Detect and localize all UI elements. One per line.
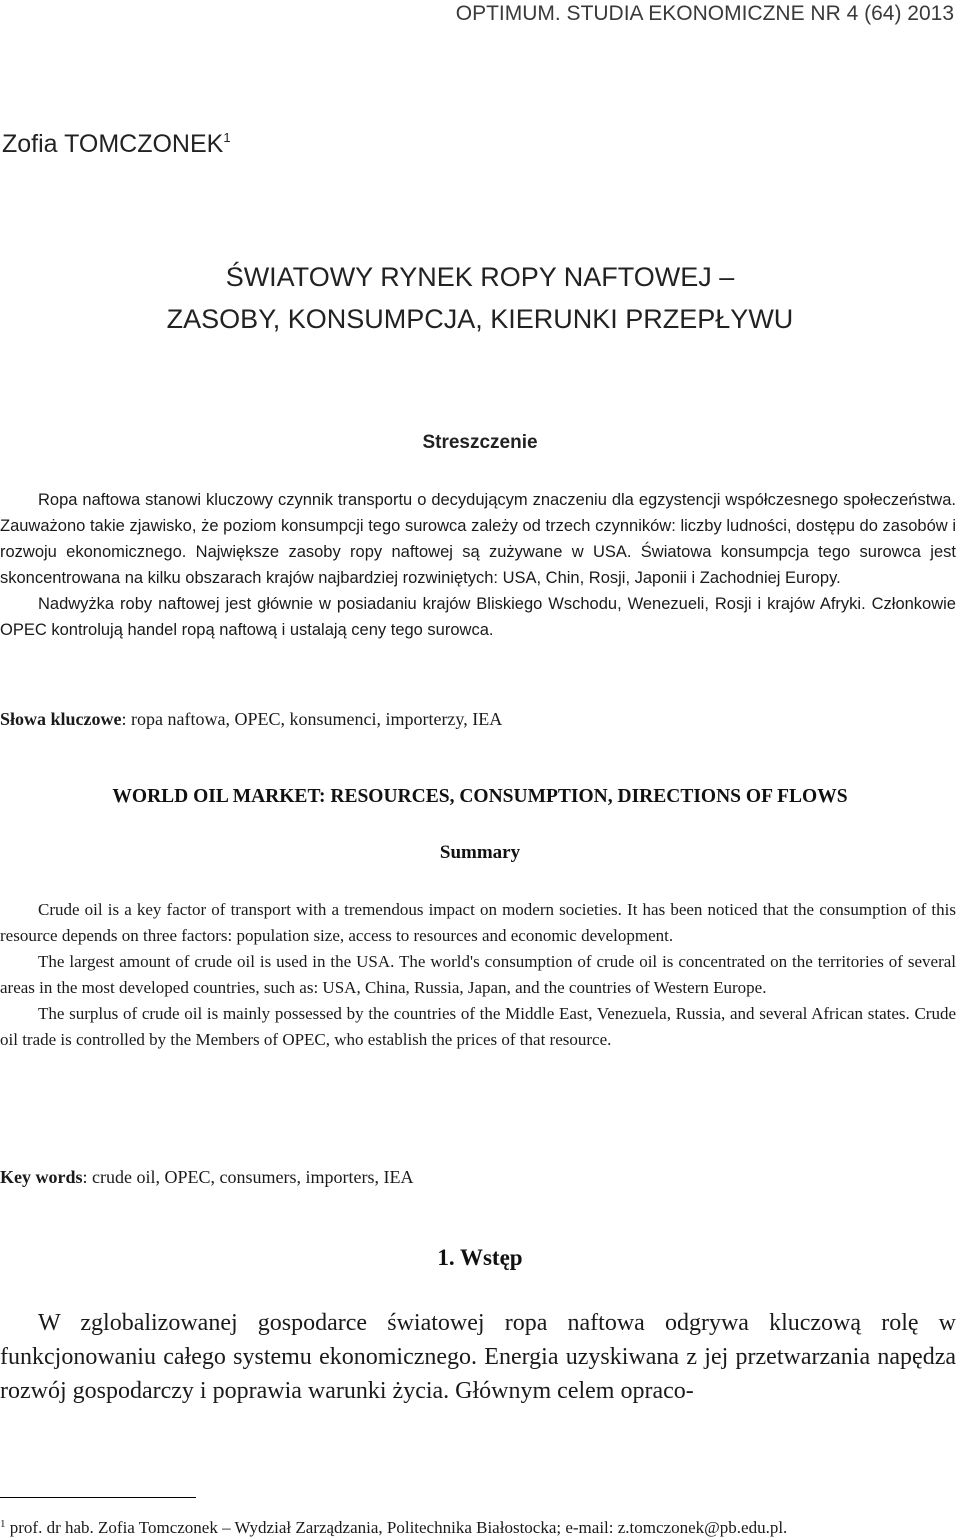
- paper-title-pl: [0, 256, 960, 340]
- keywords-pl-label: Słowa kluczowe: [0, 709, 122, 729]
- author-name-text: Zofia TOMCZONEK: [2, 130, 224, 158]
- abstract-pl-p1: Ropa naftowa stanowi kluczowy czynnik transportu o decydującym znaczeniu dla egzystencji współczesnego społeczeństwa. Zauważono takie zjawisko, że poziom konsumpcji tego surowca zależy od trzech czynników: liczby ludności, dostępu do zasobów i rozwoju ekonomicznego. Największe zasoby ropy naftowej są zużywane w USA. Światowa konsumpcja tego surowca jest skoncentrowana na kilku obszarach krajów najbardziej rozwiniętych: USA, Chin, Rosji, Japonii i Zachodniej Europy.: [0, 491, 956, 587]
- title-line-2: ZASOBY, KONSUMPCJA, KIERUNKI PRZEPŁYWU: [166, 304, 794, 334]
- footnote-divider: [0, 1497, 196, 1498]
- abstract-en-heading: Summary: [439, 842, 521, 863]
- abstract-pl: [0, 487, 956, 643]
- author-footnote-mark: 1: [223, 130, 231, 145]
- keywords-en-label: Key words: [0, 1167, 83, 1187]
- keywords-en: [0, 1164, 956, 1190]
- abstract-en-p3: The surplus of crude oil is mainly possessed by the countries of the Middle East, Venezuela, Russia, and several African states. Crude oil trade is controlled by the Members of OPEC, who establish the prices of that resource.: [0, 1004, 956, 1049]
- keywords-pl-text: : ropa naftowa, OPEC, konsumenci, importerzy, IEA: [121, 709, 503, 729]
- abstract-en-p2: The largest amount of crude oil is used in the USA. The world's consumption of crude oil is concentrated on the territories of several areas in the most developed countries, such as: USA, China, Russia, Japan, and the countries of Western Europe.: [0, 952, 956, 997]
- section-heading: 1. Wstęp: [437, 1245, 523, 1270]
- abstract-pl-heading: Streszczenie: [422, 432, 538, 453]
- paper-title-en: WORLD OIL MARKET: RESOURCES, CONSUMPTION, DIRECTIONS OF FLOWS: [112, 786, 848, 807]
- footnote: [0, 1512, 956, 1540]
- keywords-en-text: : crude oil, OPEC, consumers, importers, IEA: [82, 1167, 414, 1187]
- abstract-en: [0, 897, 956, 1053]
- keywords-pl: [0, 706, 956, 732]
- title-line-1: ŚWIATOWY RYNEK ROPY NAFTOWEJ –: [225, 262, 735, 292]
- journal-header: OPTIMUM. STUDIA EKONOMICZNE NR 4 (64) 2013: [455, 2, 954, 25]
- section-body: W zglobalizowanej gospodarce światowej ropa naftowa odgrywa kluczową rolę w funkcjonowaniu całego systemu ekonomicznego. Energia uzyskiwana z jej przetwarzania napędza rozwój gospodarczy i poprawia warunki życia. Głównym celem opraco-: [0, 1310, 956, 1404]
- footnote-text: prof. dr hab. Zofia Tomczonek – Wydział Zarządzania, Politechnika Białostocka; e-mail: z.tomczonek@pb.edu.pl.: [5, 1518, 788, 1537]
- abstract-pl-p2: Nadwyżka roby naftowej jest głównie w posiadaniu krajów Bliskiego Wschodu, Wenezueli, Rosji i krajów Afryki. Członkowie OPEC kontrolują handel ropą naftową i ustalają ceny tego surowca.: [0, 595, 956, 639]
- footnote-mark: 1: [0, 1518, 6, 1530]
- abstract-en-p1: Crude oil is a key factor of transport with a tremendous impact on modern societies. It has been noticed that the consumption of this resource depends on three factors: population size, access to resources and economic development.: [0, 900, 956, 945]
- author-name: [2, 130, 231, 159]
